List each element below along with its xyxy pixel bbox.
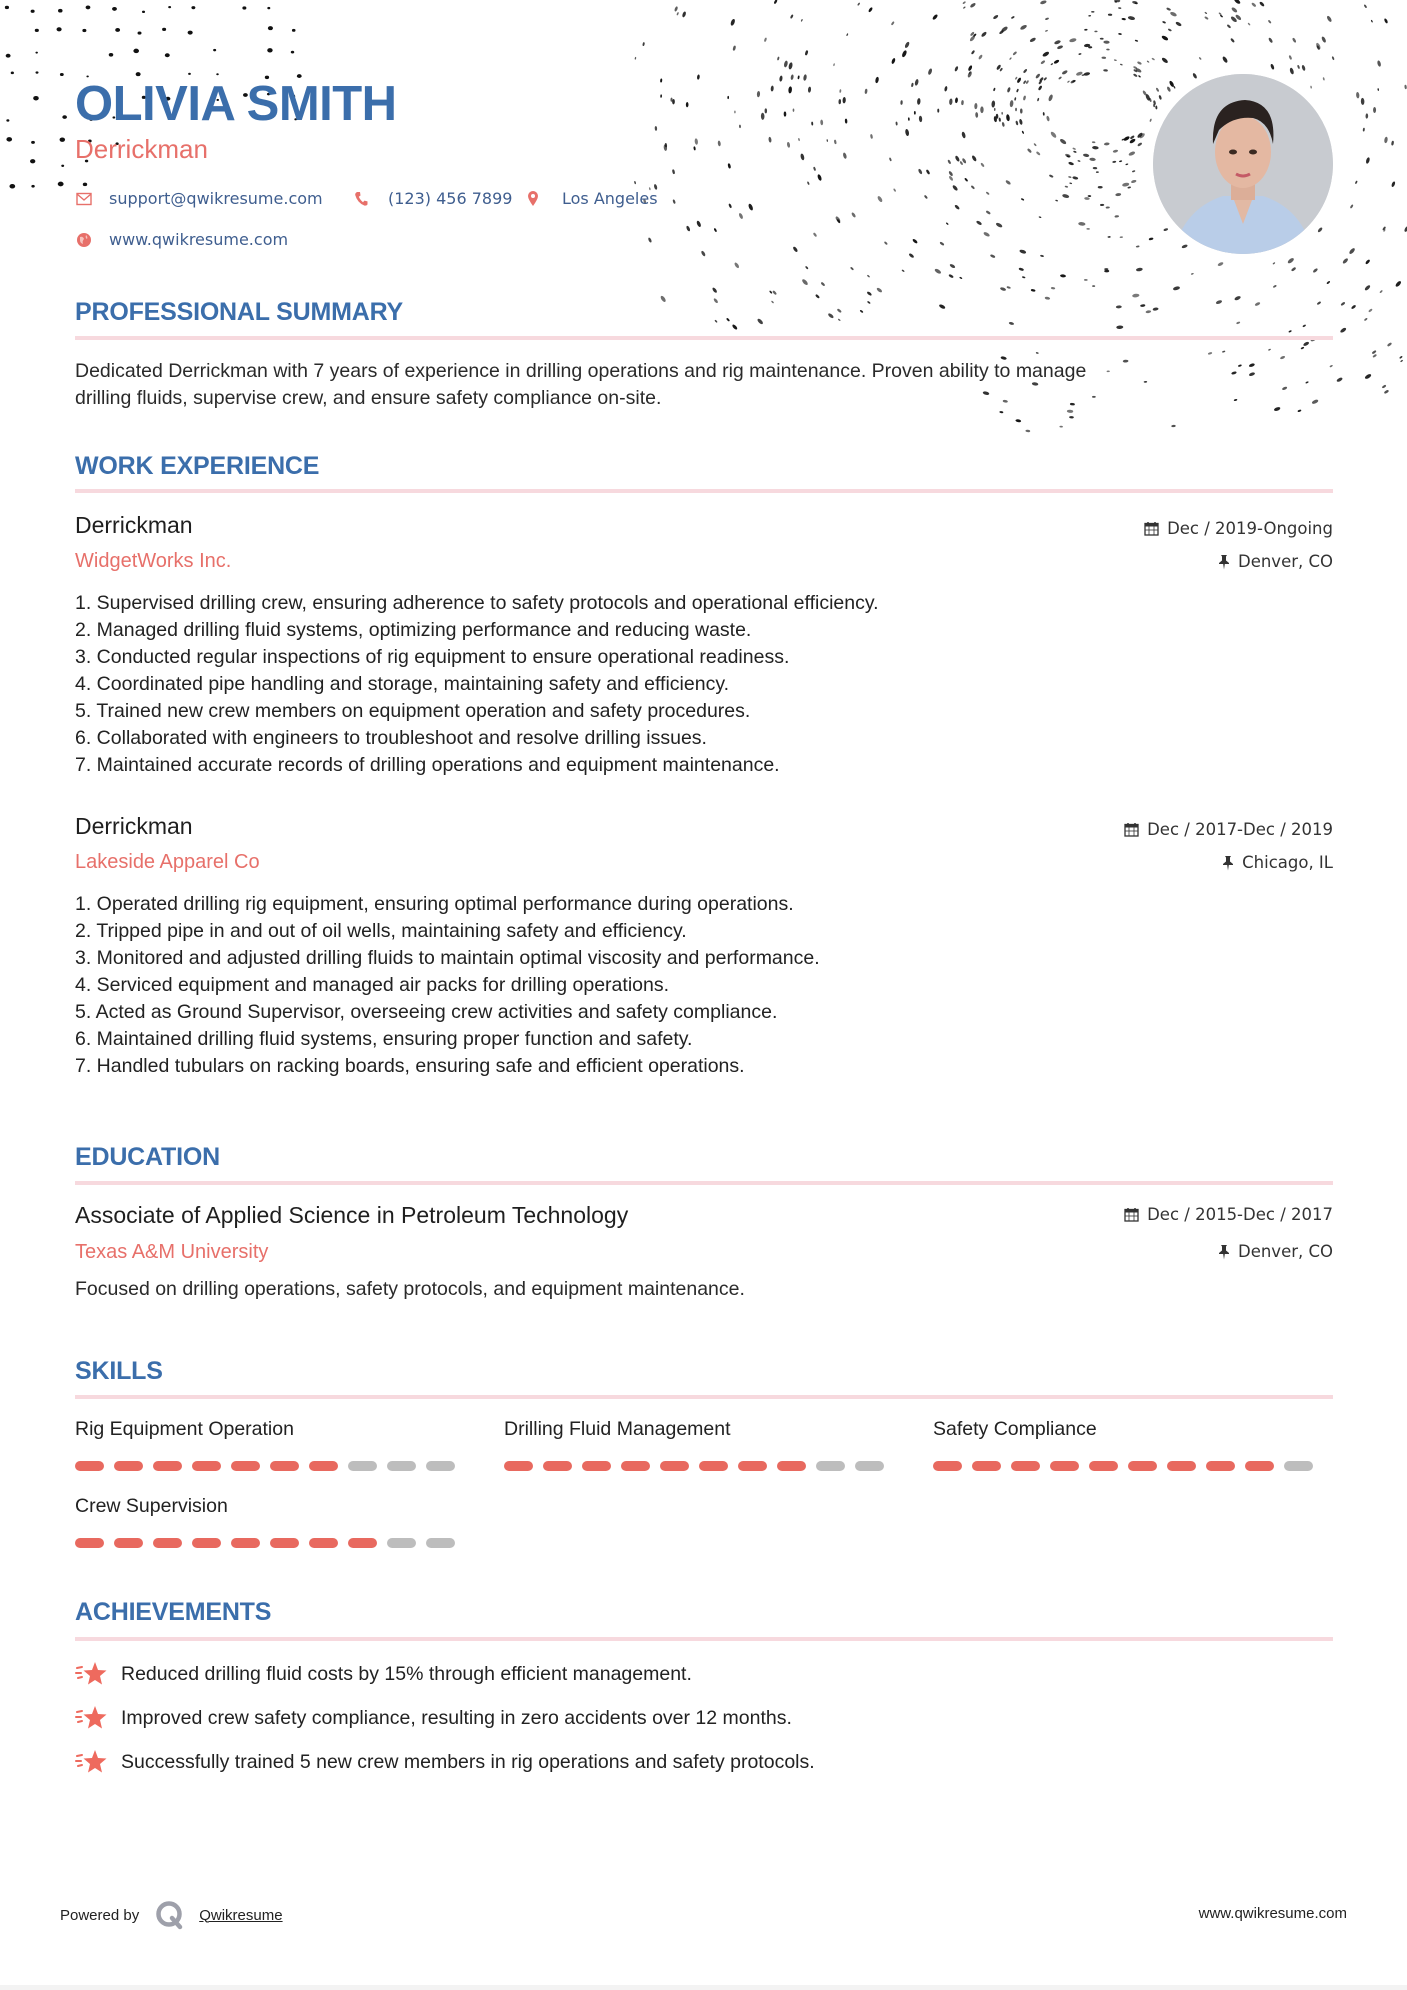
list-item: 3. Conducted regular inspections of rig equipment to ensure operational readiness. [75,646,790,668]
location-text: Los Angeles [562,189,658,208]
list-item: 6. Collaborated with engineers to troubleshoot and resolve drilling issues. [75,727,707,749]
calendar-icon [1124,822,1139,837]
list-item: 7. Maintained accurate records of drilling operations and equipment maintenance. [75,754,780,776]
qwikresume-link[interactable]: Qwikresume [199,1906,283,1924]
pushpin-icon [1218,1244,1230,1260]
star-icon [75,1747,109,1777]
rating-segment [1089,1461,1118,1471]
achievement-text: Improved crew safety compliance, resulting in zero accidents over 12 months. [121,1706,792,1729]
skill-rating-bar [504,1461,884,1471]
star-icon [75,1659,109,1689]
rating-segment [660,1461,689,1471]
job-company: Lakeside Apparel Co [75,851,260,873]
section-divider [75,1395,1333,1399]
job-location [1218,552,1333,571]
candidate-name: OLIVIA SMITH [75,77,397,131]
education-location-text: Denver, CO [1237,1242,1333,1261]
skill-item [504,1418,884,1471]
achievement-text: Successfully trained 5 new crew members in rig operations and safety protocols. [121,1750,815,1773]
job-dates-text: Dec / 2017-Dec / 2019 [1147,820,1333,839]
rating-segment [972,1461,1001,1471]
job-title: Derrickman [75,813,193,839]
list-item: 6. Maintained drilling fluid systems, ensuring proper function and safety. [75,1028,693,1050]
section-heading-experience: WORK EXPERIENCE [75,452,320,480]
rating-segment [543,1461,572,1471]
job-title: Derrickman [75,512,193,538]
rating-segment [426,1538,455,1548]
education-dates-text: Dec / 2015-Dec / 2017 [1147,1205,1333,1224]
phone-text: (123) 456 7899 [388,189,513,208]
pushpin-icon [1222,855,1234,871]
website-text: www.qwikresume.com [109,230,289,249]
rating-segment [114,1461,143,1471]
rating-segment [699,1461,728,1471]
summary-text [75,358,1335,412]
degree-title: Associate of Applied Science in Petroleum Technology [75,1202,629,1228]
profile-photo [1153,74,1333,254]
list-item: 2. Managed drilling fluid systems, optimizing performance and reducing waste. [75,619,752,641]
contact-location [524,189,658,208]
rating-segment [777,1461,806,1471]
rating-segment [309,1461,338,1471]
rating-segment [504,1461,533,1471]
contact-email[interactable] [75,189,323,208]
contact-website[interactable] [75,230,288,249]
rating-segment [231,1461,260,1471]
rating-segment [855,1461,884,1471]
job-location [1222,853,1333,872]
job-dates [1124,820,1333,839]
rating-segment [1284,1461,1313,1471]
section-divider [75,1637,1333,1641]
skill-rating-bar [75,1538,455,1548]
rating-segment [192,1538,221,1548]
job-dates-text: Dec / 2019-Ongoing [1167,519,1333,538]
rating-segment [1128,1461,1157,1471]
map-pin-icon [524,190,542,208]
candidate-title: Derrickman [75,134,208,164]
rating-segment [270,1461,299,1471]
section-heading-education: EDUCATION [75,1143,220,1171]
skill-item [75,1418,455,1471]
rating-segment [738,1461,767,1471]
rating-segment [153,1461,182,1471]
contact-phone[interactable] [352,189,512,208]
summary-line: Dedicated Derrickman with 7 years of experience in drilling operations and rig maintenance. Proven ability to manage [75,360,1087,382]
education-dates [1124,1205,1333,1224]
skill-item [75,1495,455,1548]
pushpin-icon [1218,554,1230,570]
rating-segment [192,1461,221,1471]
skill-name: Safety Compliance [933,1418,1097,1440]
rating-segment [348,1461,377,1471]
envelope-icon [75,190,93,208]
footer-powered-by [60,1900,283,1930]
page-bottom-edge [0,1985,1407,1990]
skill-item [933,1418,1313,1471]
globe-icon [75,231,93,249]
phone-icon [352,190,370,208]
job-dates [1144,519,1333,538]
footer-url[interactable]: www.qwikresume.com [1198,1905,1347,1922]
list-item: 1. Supervised drilling crew, ensuring adherence to safety protocols and operational efficiency. [75,592,879,614]
summary-line: drilling fluids, supervise crew, and ensure safety compliance on-site. [75,387,662,409]
skill-name: Crew Supervision [75,1495,228,1517]
list-item: 7. Handled tubulars on racking boards, ensuring safe and efficient operations. [75,1055,745,1077]
rating-segment [75,1538,104,1548]
list-item: 4. Serviced equipment and managed air packs for drilling operations. [75,974,670,996]
achievement-item [75,1659,692,1689]
rating-segment [1245,1461,1274,1471]
section-divider [75,1181,1333,1185]
rating-segment [1167,1461,1196,1471]
rating-segment [816,1461,845,1471]
rating-segment [621,1461,650,1471]
job-responsibilities [75,590,1275,779]
rating-segment [270,1538,299,1548]
achievement-item [75,1703,792,1733]
section-divider [75,336,1333,340]
skill-name: Rig Equipment Operation [75,1418,294,1440]
rating-segment [309,1538,338,1548]
job-company: WidgetWorks Inc. [75,550,232,572]
achievement-text: Reduced drilling fluid costs by 15% through efficient management. [121,1662,692,1685]
list-item: 2. Tripped pipe in and out of oil wells, maintaining safety and efficiency. [75,920,687,942]
job-location-text: Denver, CO [1237,552,1333,571]
list-item: 3. Monitored and adjusted drilling fluids to maintain optimal viscosity and performance. [75,947,820,969]
rating-segment [75,1461,104,1471]
section-heading-achievements: ACHIEVEMENTS [75,1598,272,1626]
rating-segment [1011,1461,1040,1471]
skill-rating-bar [933,1461,1313,1471]
rating-segment [114,1538,143,1548]
rating-segment [231,1538,260,1548]
qwikresume-logo-icon [155,1900,185,1930]
rating-segment [153,1538,182,1548]
list-item: 4. Coordinated pipe handling and storage, maintaining safety and efficiency. [75,673,730,695]
education-location [1218,1242,1333,1261]
job-responsibilities [75,891,1275,1080]
rating-segment [582,1461,611,1471]
section-heading-skills: SKILLS [75,1357,163,1385]
rating-segment [1050,1461,1079,1471]
rating-segment [933,1461,962,1471]
rating-segment [387,1461,416,1471]
list-item: 5. Acted as Ground Supervisor, overseeing crew activities and safety compliance. [75,1001,778,1023]
education-description: Focused on drilling operations, safety protocols, and equipment maintenance. [75,1278,745,1300]
star-icon [75,1703,109,1733]
list-item: 1. Operated drilling rig equipment, ensuring optimal performance during operations. [75,893,794,915]
rating-segment [1206,1461,1235,1471]
calendar-icon [1124,1207,1139,1222]
rating-segment [348,1538,377,1548]
email-text: support@qwikresume.com [109,189,323,208]
school-name: Texas A&M University [75,1241,269,1263]
job-location-text: Chicago, IL [1242,853,1333,872]
list-item: 5. Trained new crew members on equipment operation and safety procedures. [75,700,751,722]
skill-rating-bar [75,1461,455,1471]
powered-by-label: Powered by [60,1906,140,1924]
rating-segment [426,1461,455,1471]
section-heading-summary: PROFESSIONAL SUMMARY [75,298,403,326]
skill-name: Drilling Fluid Management [504,1418,731,1440]
rating-segment [387,1538,416,1548]
section-divider [75,489,1333,493]
calendar-icon [1144,521,1159,536]
achievement-item [75,1747,815,1777]
